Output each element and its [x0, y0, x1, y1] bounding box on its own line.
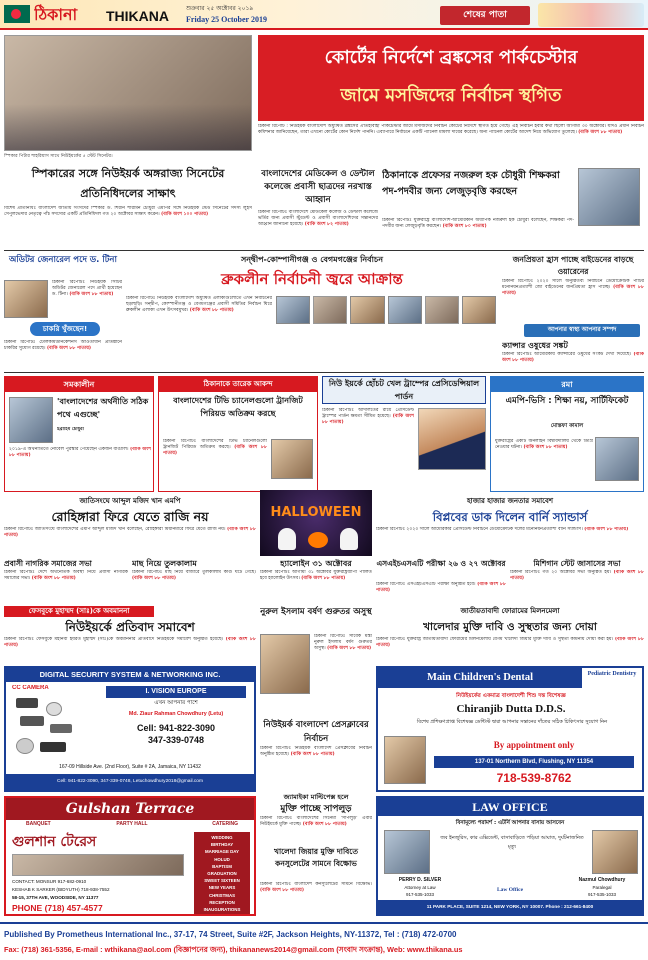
medical-article — [258, 168, 378, 248]
logo-english[interactable]: THIKANA — [106, 8, 169, 24]
ad-childrens-dental[interactable] — [376, 666, 644, 792]
pressclub-headline[interactable]: নিউইয়র্ক বাংলাদেশ প্রেসক্লাবের নির্বাচন — [263, 720, 369, 744]
rama-headline[interactable]: এমপি-ভিসি : শিক্ষা নয়, সার্টিফিকেট — [505, 396, 629, 406]
ad-law-services: জব ইনজুরিস, কার এক্সিডেন্ট, বাসাবাড়িতে পড়িয়া আঘাত, দুর্ঘটনাজনিত মৃত্যু — [440, 835, 584, 850]
ad-law-photo-2 — [592, 830, 638, 874]
citizens-body: ঠিকানা রিপোর্টঃ দেশে অর্থনৈতিক অবস্থা নিয়ে প্রবাসী নাগরিক সমাজের সভা। (বাকি অংশ ৮৮ পাতায়) — [4, 570, 128, 582]
ad-security-cell: Cell: 941-822-3090 — [136, 723, 216, 733]
ad-gulshan-event: INAUGURATIONS — [203, 907, 241, 913]
section-label: শেষের পাতা — [440, 6, 530, 25]
pressclub-body: ঠিকানা রিপোর্টঃ নিউইয়র্ক বাংলাদেশ প্রেসক্লাবের নির্বাচন অনুষ্ঠিত হয়েছে। (বাকি অংশ ৮৮ পাতায়) — [260, 746, 372, 758]
ad-gulshan-event: RECEPTION — [209, 899, 235, 905]
tarek-headline[interactable]: বাংলাদেশের টিভি চ্যানেলগুলো ট্রানজিট পিরিয়ড অতিক্রম করছে — [173, 396, 303, 418]
samakalin-body: ২০১৯-এ অর্থনীতিতে নোবেল পুরস্কার পেয়েছেন একজন বাঙালি। (বাকি অংশ ৮৮ পাতায়) — [9, 447, 151, 459]
rama-article — [490, 376, 644, 492]
nurul-headline[interactable]: নুরুল ইসলাম বর্ষণ গুরুতর অসুস্থ — [260, 607, 372, 617]
ad-law-p2: Nazmul Chowdhury — [578, 877, 626, 883]
ad-law-tag: বিনামূল্যে পরামর্শ : এটর্নি আপনার বাসায় আসবেন — [455, 820, 565, 826]
samakalin-byline: ইব্রাহিম চৌধুরী — [57, 427, 84, 432]
fish-headline[interactable]: মাছ নিয়ে তুলকালাম — [132, 559, 197, 568]
citizens-article — [4, 558, 128, 604]
trump-body: ঠিকানা রিপোর্টঃ আদালতের রায়ে প্রেসিডেন্ট ট্রাম্পের পার্ডন ক্ষমতা সীমিত হয়েছে। (বাকি অংশ ৮৮ পাতায়) — [322, 408, 414, 426]
cancer-headline[interactable]: ক্যান্সার ওষুধের সঙ্কট — [502, 341, 568, 350]
khaleda-kicker: জাতীয়তাবাদী ফোরামের মিলনমেলা — [460, 607, 560, 615]
facebook-article — [4, 606, 256, 662]
ad-dental-line: বিশেষ প্রশিক্ষণপ্রাপ্ত বিশেষজ্ঞ ডেন্টিস্ট দ্বারা আপনার সন্তানের দাঁতের সঠিক চিকিৎসার সুযোগ নিন — [416, 719, 608, 725]
tina-body: ঠিকানা রিপোর্টঃ নিউইয়র্ক সিটির অডিটর জেনারেল পদে প্রার্থী হয়েছেন ড. টিনা। (বাকি অংশ ৮৮ পাতায়) — [52, 280, 122, 298]
biden-headline[interactable]: জনপ্রিয়তা হ্রাস পাচ্ছে বাইডেনের বাড়ছে ওয়ারেনের — [512, 255, 634, 276]
ad-gulshan-address: 58-15, 37TH AVE, WOODSIDE, NY 11377 — [12, 895, 99, 900]
rohingya-kicker: জাতিসংঘে আব্দুল মজিদ খান এমপি — [79, 497, 181, 505]
ad-gulshan-events — [194, 832, 250, 914]
jamaica-headline[interactable]: মুক্তি পাচ্ছে সাপলুড় — [280, 804, 352, 814]
ad-law-photo-1 — [384, 830, 430, 874]
ad-gulshan-banquet: BANQUET — [26, 821, 51, 827]
halloween-article — [260, 558, 372, 604]
biden-body: ঠিকানা রিপোর্টঃ ২০২০ সালে অনুষ্ঠিতব্য নির্বাচনে ডেমোক্রেটিক পার্টির মনোনয়নপ্রত্যাশী জো বাইডেনের জনপ্রিয়তা হ্রাস পাচ্ছে। (বাকি অংশ ৮৮ পাতায়) — [502, 279, 644, 297]
rama-badge: রমা — [491, 377, 643, 392]
ad-gulshan-event: BIRTHDAY — [210, 842, 234, 848]
issue-date-english: Friday 25 October 2019 — [186, 15, 267, 24]
ad-law-p2-phone: 917-535-1033 — [587, 892, 617, 897]
zia-headline[interactable]: খালেদা জিয়ার মুক্তি দাবিতে কনসুলেটের সামনে বিক্ষোভ — [274, 847, 358, 868]
lead-headline-line1[interactable]: কোর্টের নির্দেশে ব্রঙ্কসের পার্কচেস্টার — [324, 47, 578, 68]
camera-icon — [16, 738, 34, 754]
khaleda-headline[interactable]: খালেদার মুক্তি দাবি ও সুস্থতার জন্য দোয়া — [423, 621, 597, 633]
khaleda-article — [376, 606, 644, 662]
tarek-article — [158, 376, 318, 492]
ad-security-contact: Cell: 941-822-3090, 347-339-0748, Letuchowdhury2018@gmail.com — [6, 774, 254, 790]
lead-body: ঠিকানা রিপোর্ট : নিউইয়র্ক বাংলাদেশি অধ্যুষিত ব্রঙ্কসের ঐতিহ্যবাহী পার্কচেস্টার জামে মসজিদের নির্বাচন কোর্টের নির্দেশে স্থগিত হয়ে গেছে। এই নির্বাচন হবার কথা ছিলো আগামী ৩০ অক্টোবর। যদিও প্রধান নির্বাচন কমিশনার জানিয়েছেন, তারা এখনো কোর্টের কোন নির্দেশ পাননি। এব্যাপারে নির্বাচনে একটি প্যানেল মামলা দায়ের করেছে। অন্য প্যানেল কোর্টের আদেশ নিয়ে অভিযোগ তুলেছে। (বাকি অংশ ৮৮ পাতায়) — [258, 124, 644, 136]
jamaica-body: ঠিকানা রিপোর্টঃ বাংলাদেশের সিনেমা 'সাপলুড়' এবার নিউইয়র্কে মুক্তি পাচ্ছে। (বাকি অংশ ৮৮ পাতায়) — [260, 816, 372, 828]
tarek-photo — [271, 439, 313, 479]
samakalin-photo — [9, 397, 53, 443]
logo-bangla[interactable]: ঠিকানা — [34, 5, 78, 24]
ad-dental-appt: By appointment only — [493, 740, 575, 750]
job-body: ঠিকানা রিপোর্টঃ টেলিকমিউনিকেশনস আওতাধীন প্রতিষ্ঠানে চাকরির সুযোগ রয়েছে। (বাকি অংশ ৮৮ পাতায়) — [4, 340, 122, 352]
ad-security-cell2: 347-339-0748 — [147, 735, 205, 745]
medical-body: ঠিকানা রিপোর্টঃ বাংলাদেশে মেডিকেল কলেজ ও ডেন্টাল কলেজে ভর্তির জন্য প্রবাসী স্টুডেন্ট ও প্রবাসী বাংলাদেশিদের সন্তানদের আহ্বান জানানো হয়েছে। (বাকি অংশ ৮২ পাতায়) — [258, 210, 378, 228]
sat-article — [376, 558, 506, 604]
rama-photo — [595, 437, 639, 481]
lead-continued: (বাকি অংশ ৮৮ পাতায়) — [578, 130, 623, 136]
ad-gulshan-contact: CONTACT: MONSUR 917-682-0910 — [12, 879, 87, 884]
halloween-body: ঠিকানা রিপোর্টঃ আগামী ৩১ অক্টোবর যুক্তরাষ্ট্রব্যাপী পালিত হবে হ্যালোইন উৎসব। (বাকি অংশ ৮৮ পাতায়) — [260, 570, 372, 582]
halloween-wordmark: HALLOWEEN — [270, 505, 362, 520]
fish-body: ঠিকানা রিপোর্টঃ মাছ নিয়ে বাজারে তুলকালাম কাণ্ড ঘটে গেছে। (বাকি অংশ ৮৮ পাতায়) — [132, 570, 256, 582]
ad-gulshan-event: WEDDING — [211, 835, 233, 840]
brooklyn-kicker: সন্দ্বীপ-কোম্পানীগঞ্জ ও বেগমগঞ্জের নির্বাচন — [241, 255, 383, 264]
footer-contacts[interactable]: Fax: (718) 361-5356, E-mail : wthikana@aol.com (বিজ্ঞাপনের জন্য), thikananews2014@gmail.com (সংবাদ সংক্রান্ত), Web: www.thikana.us — [4, 945, 463, 954]
facebook-headline[interactable]: নিউইয়র্কে প্রতিবাদ সমাবেশ — [65, 620, 195, 634]
ad-gulshan-terrace[interactable] — [4, 796, 256, 916]
jamaica-kicker: জ্যামাইকা মাল্টিপেক্স হলে — [283, 793, 349, 801]
camera-icon — [20, 716, 44, 726]
sat-headline[interactable]: এসএইচএসএটি পরীক্ষা ২৬ ও ২৭ অক্টোবর — [376, 559, 506, 568]
tina-photo — [4, 280, 48, 318]
brooklyn-article — [126, 254, 498, 370]
rohingya-article — [4, 496, 256, 554]
lead-photo — [4, 35, 252, 151]
nurul-article — [260, 606, 372, 716]
health-badge: আপনার স্বাস্থ্য আপনার সম্পদ — [524, 324, 640, 337]
speaker-article — [4, 164, 252, 248]
ad-security-title: DIGITAL SECURITY SYSTEM & NETWORKING INC. — [6, 668, 254, 682]
sanders-headline[interactable]: বিপ্লবের ডাক দিলেন বার্নি স্যান্ডার্স — [432, 510, 588, 524]
professor-body: ঠিকানা রিপোর্টঃ যুক্তরাষ্ট্রে বাংলাদেশি-আমেরিকান অধ্যাপক নজরুল হক চৌধুরী বলেছেন, শিক্ষকরা পদ-পদবীর জন্য লেজুড়বৃত্তি করছেন। (বাকি অংশ ৮০ পাতায়) — [382, 218, 574, 230]
ad-law-office-label: Law Office — [496, 887, 524, 893]
issue-date-bangla: শুক্রবার ২৫ অক্টোবর ২০১৯ — [186, 5, 254, 12]
brooklyn-headline[interactable]: ব্রুকলীন নির্বাচনী জ্বরে আক্রান্ত — [221, 270, 403, 288]
professor-photo — [578, 168, 640, 226]
ad-gulshan-photo — [12, 854, 184, 876]
pumpkin-icon — [308, 532, 328, 548]
zia-body: ঠিকানা রিপোর্টঃ বাংলাদেশ কনস্যুলেটের সামনে বিক্ষোভ। (বাকি অংশ ৮৮ পাতায়) — [260, 882, 372, 894]
ad-security-address: 167-09 Hillside Ave. (2nd Floor), Suite # 2A, Jamaica, NY 11432 — [59, 764, 201, 770]
footer-publisher: Published By Prometheus International Inc., 37-17, 74 Street, Suite #2F, Jackson Heights, NY-11372, Tel : (718) 472-0700 — [4, 930, 457, 939]
ad-dental-photo — [384, 736, 426, 784]
ad-gulshan-title-bn: গুলশান টেরেস — [12, 834, 97, 850]
ad-law-p1-title: Attorney at Law — [404, 885, 436, 890]
camera-icon — [46, 702, 62, 716]
lead-photo-caption: স্পিকার পিটার শাহরিয়াস সাথে নিউইয়র্কের ৫ স্টেট সিনেটর। — [4, 154, 113, 159]
professor-headline[interactable]: ঠিকানাকে প্রফেসর নজরুল হক চৌধুরী শিক্ষকরা পদ-পদবীর জন্য লেজুড়বৃত্তি করছেন — [382, 170, 560, 197]
ad-security-cc: CC CAMERA — [12, 685, 49, 691]
ad-gulshan-phone[interactable]: PHONE (718) 457-4577 — [12, 903, 103, 913]
rama-body: যুক্তরাষ্ট্রের একটি অনলাইন বিশ্ববিদ্যালয় থেকে ডিগ্রি নেওয়ার ঘটনা। (বাকি অংশ ৮৮ পাতায়) — [495, 439, 593, 451]
ad-security-owner: Md. Ziaur Rahman Chowdhury (Letu) — [128, 711, 224, 717]
halloween-image — [260, 490, 372, 556]
flag-icon — [4, 5, 30, 23]
cancer-article — [502, 340, 644, 370]
facebook-body: ঠিকানা রিপোর্টঃ ফেসবুকে মহানবী হযরত মুহাম্মদ (সাঃ)কে অবমাননার প্রতিবাদে নিউইয়র্কে সমাবেশ অনুষ্ঠিত হয়েছে। (বাকি অংশ ৮৮ পাতায়) — [4, 637, 256, 649]
nurul-body: ঠিকানা রিপোর্টঃ সাবেক মন্ত্রী নুরুল ইসলাম বর্ষণ গুরুতর অসুস্থ। (বাকি অংশ ৮৮ পাতায়) — [314, 634, 372, 652]
khaleda-body: ঠিকানা রিপোর্টঃ যুক্তরাষ্ট্র জাতীয়তাবাদী ফোরামের মিলনমেলায় বেগম খালেদা জিয়ার মুক্তি দাবি ও সুস্থতা কামনায় দোয়া করা হয়। (বাকি অংশ ৮৮ পাতায়) — [376, 637, 644, 649]
professor-article — [382, 168, 644, 248]
ad-dental-phone[interactable]: 718-539-8762 — [496, 771, 572, 785]
ad-law-address: 11 PARK PLACE, SUITE 1214, NEW YORK, NY 10007. Phone : 212-661-8400 — [378, 900, 642, 914]
jamaica-article — [260, 792, 372, 842]
samakalin-badge: সমকালীন — [5, 377, 153, 392]
ad-digital-security[interactable] — [4, 666, 256, 792]
tina-article — [4, 254, 122, 318]
banner-graphic — [538, 3, 644, 27]
ad-security-vision-bn: এখন আপনার পাশে — [154, 700, 198, 706]
ad-security-vision: I. VISION EUROPE — [106, 686, 246, 698]
trump-article — [322, 376, 486, 492]
ad-gulshan-event: GRADUATION — [207, 871, 237, 877]
ghost-icon — [278, 528, 296, 550]
michigan-headline[interactable]: মিশিগান স্টেট জাসাসের সভা — [533, 559, 621, 568]
speaker-body: বিশেষ প্রতিনিধিঃ বাংলাদেশ জাতীয় সংসদের স্পিকার ড. শিরীন শারমিন চৌধুরী এমপির সঙ্গে নিউইয়র্ক স্টেট সিনেটের সদস্য লুইস সেপুলভেদার নেতৃত্বে পাঁচ সদস্যের একটি প্রতিনিধিদল গত ২০ অক্টোবর সাক্ষাৎ করেন। (বাকি অংশ ১০০ পাতায়) — [4, 206, 252, 218]
ad-dental-doctor: Chiranjib Dutta D.D.S. — [456, 703, 566, 715]
speaker-headline[interactable]: স্পিকারের সঙ্গে নিউইয়র্ক অঙ্গরাজ্য সিনেটের প্রতিনিধিদলের সাক্ষাৎ — [31, 167, 225, 200]
ad-law-p2-title: Paralegal — [592, 885, 612, 890]
ad-law-p1: PERRY D. SILVER — [398, 877, 442, 883]
facebook-kicker: ফেসবুকে মুহাম্মদ (সাঃ)কে অবমাননা — [4, 606, 154, 617]
michigan-body: ঠিকানা রিপোর্টঃ গত ২০ অক্টোবর সভা অনুষ্ঠিত হয়। (বাকি অংশ ৮৮ পাতায়) — [510, 570, 644, 582]
ad-law-title: LAW OFFICE — [378, 798, 642, 816]
rama-byline: মোস্তফা কামাল — [550, 423, 584, 429]
trump-headline[interactable]: নিউ ইয়র্কে হোঁচট খেল ট্রাম্পের প্রেসিডেন্সিয়াল পার্ডন — [322, 376, 486, 404]
tarek-body: ঠিকানা রিপোর্টঃ বাংলাদেশের টিভি চ্যানেলগুলো ট্রানজিট পিরিয়ড অতিক্রম করছে। (বাকি অংশ ৮৮ পাতায়) — [163, 439, 267, 457]
sanders-body: ঠিকানা রিপোর্টঃ ২০২০ সালে আমেরিকার প্রেসিডেন্ট নির্বাচনে ডেমোক্রেটিক দলের মনোনয়নপ্রত্যাশী বার্নি স্যান্ডার্স। (বাকি অংশ ৮৮ পাতায়) — [376, 527, 629, 532]
camera-icon — [16, 698, 38, 708]
footer — [0, 922, 648, 960]
ad-gulshan-title: Gulshan Terrace — [6, 798, 254, 820]
tina-headline[interactable]: অডিটর জেনারেল পদে ড. টিনা — [9, 255, 117, 265]
ad-gulshan-contact2: KESHAB K SARKER (BIDYUTH) 718-938-7552 — [12, 887, 110, 892]
ad-dental-tag: নিউইয়র্কের একমাত্র বাংলাদেশী শিশু দন্ত বিশেষজ্ঞ — [456, 693, 566, 699]
camera-icon — [40, 742, 66, 752]
rohingya-body: ঠিকানা রিপোর্টঃ জাতিসংঘে বাংলাদেশের এমপি আব্দুল মজিদ খান বলেছেন, রোহিঙ্গারা মিয়ানমারে ফিরে যেতে রাজি নয়। (বাকি অংশ ৮৮ পাতায়) — [4, 527, 256, 539]
biden-article — [502, 254, 644, 320]
ad-gulshan-event: CHRISTMAS — [208, 892, 236, 898]
ad-gulshan-catering: CATERING — [212, 821, 238, 827]
rohingya-headline[interactable]: রোহিঙ্গারা ফিরে যেতে রাজি নয় — [51, 509, 209, 524]
cancer-body: ঠিকানা রিপোর্টঃ আমেরিকায় ক্যান্সারের ওষুধের সংকট দেখা দিয়েছে। (বাকি অংশ ৮৮ পাতায়) — [502, 352, 644, 364]
ad-law-p1-phone: 917-535-1033 — [405, 892, 435, 897]
michigan-article — [510, 558, 644, 604]
lead-headline-line2[interactable]: জামে মসজিদের নির্বাচন স্থগিত — [340, 85, 562, 106]
samakalin-article — [4, 376, 154, 492]
tarek-badge: ঠিকানাকে তারেক আকন্দ — [159, 377, 317, 392]
sanders-article — [376, 496, 644, 554]
fish-article — [132, 558, 256, 604]
nurul-photo — [260, 634, 310, 694]
citizens-headline[interactable]: প্রবাসী নাগরিক সমাজের সভা — [4, 559, 92, 568]
ad-gulshan-party: PARTY HALL — [116, 821, 148, 827]
masthead — [0, 0, 648, 30]
job-badge[interactable]: চাকরি খুঁজছেন! — [30, 322, 100, 336]
ad-dental-address: 137-01 Northern Blvd, Flushing, NY 11354 — [434, 756, 634, 768]
sanders-kicker: হাজার হাজার জনতার সমাবেশ — [467, 497, 553, 505]
lead-headline-box — [258, 35, 644, 121]
sat-body: ঠিকানা রিপোর্টঃ এসএইচএসএটি পরীক্ষা অনুষ্ঠিত হবে। (বাকি অংশ ৮৮ পাতায়) — [376, 582, 506, 594]
candidate-photos — [276, 296, 496, 324]
trump-photo — [418, 408, 486, 470]
medical-headline[interactable]: বাংলাদেশের মেডিকেল ও ডেন্টাল কলেজে প্রবাসী ছাত্রদের নরখাস্ত আহ্বান — [261, 169, 375, 205]
zia-article — [260, 846, 372, 916]
pressclub-article — [260, 718, 372, 788]
ad-law-office[interactable] — [376, 796, 644, 916]
samakalin-headline[interactable]: 'বাংলাদেশের অর্থনীতি সঠিক পথে এগুচ্ছে' — [57, 397, 149, 419]
ad-gulshan-event: NEW YEARS — [208, 885, 236, 891]
ad-dental-title: Main Children's Dental — [378, 668, 582, 688]
halloween-headline[interactable]: হ্যালোইন ৩১ অক্টোবর — [280, 559, 352, 568]
camera-icon — [50, 724, 72, 733]
ad-gulshan-event: SWEET SIXTEEN — [204, 878, 240, 884]
ghost-icon — [340, 528, 358, 550]
ad-gulshan-event: MARRIAGE DAY — [205, 849, 239, 855]
ad-gulshan-event: HOLUD — [214, 856, 230, 862]
ad-dental-pediatric: Pediatric Dentistry — [587, 671, 637, 677]
ad-gulshan-event: BAPTISM — [212, 863, 232, 869]
brooklyn-body: ঠিকানা রিপোর্টঃ নিউইয়র্ক বাংলাদেশি অধ্যুষিত এলাকাগুলোতে এখন নির্বাচনের ছড়াছড়ি। সন্দ্বীপ, কোম্পানীগঞ্জ ও বেগমগঞ্জের প্রবাসী সমিতির নির্বাচন ঘিরে ব্রুকলীন এলাকা এখন উৎসবমুখর। (বাকি অংশ ৮৮ পাতায়) — [126, 296, 272, 314]
